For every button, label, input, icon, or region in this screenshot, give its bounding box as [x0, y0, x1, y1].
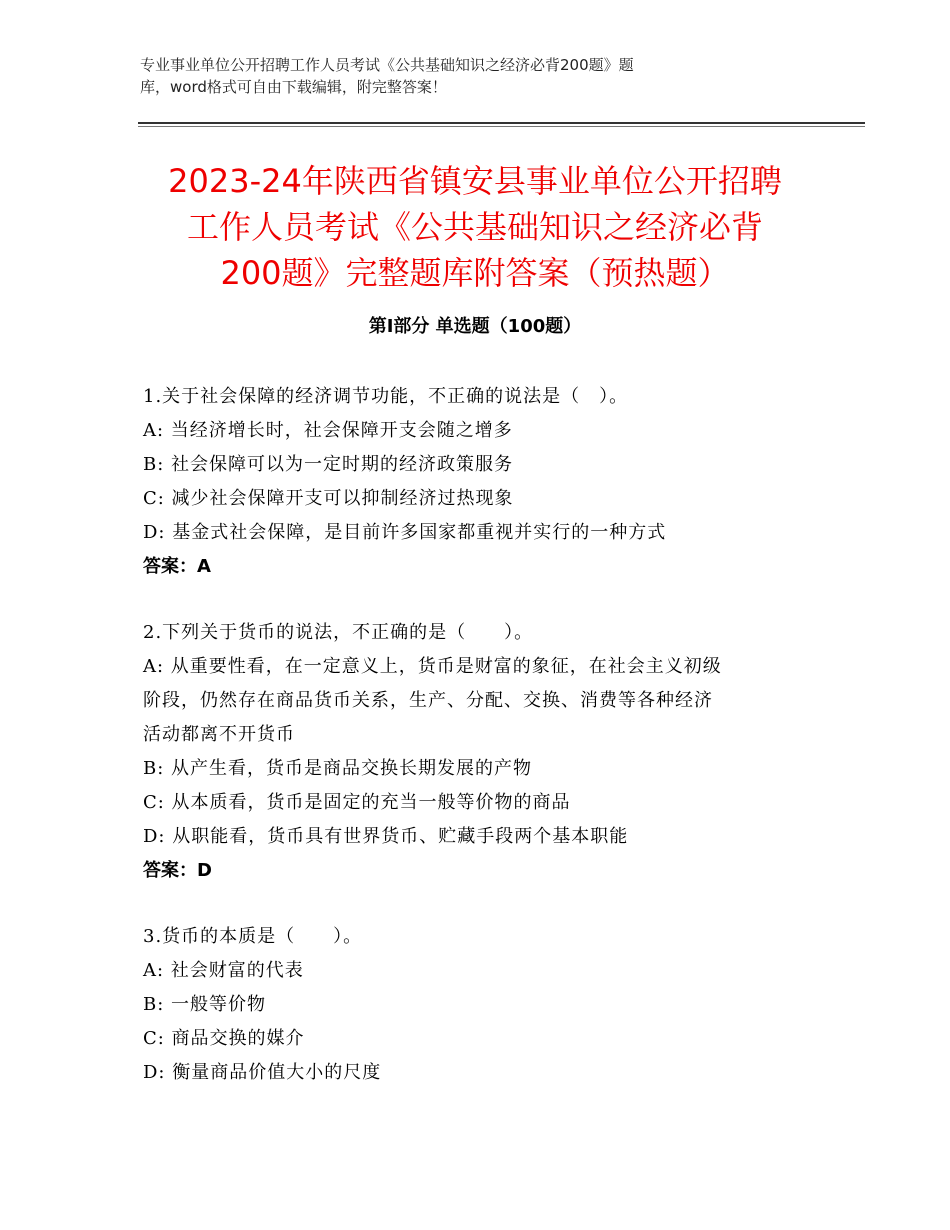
option-a: A: 当经济增长时，社会保障开支会随之增多: [143, 420, 513, 441]
option-a-continued: 活动都离不开货币: [143, 724, 295, 745]
section-title: 第Ⅰ部分 单选题（100题）: [368, 316, 582, 337]
option-b: B: 社会保障可以为一定时期的经济政策服务: [143, 454, 514, 475]
title-line-2: 工作人员考试《公共基础知识之经济必背: [186, 208, 763, 246]
question-3: [143, 920, 813, 1090]
title-line-3: 200题》完整题库附答案（预热题）: [220, 254, 730, 292]
question-stem: 2.下列关于货币的说法，不正确的是（ ）。: [143, 622, 534, 643]
option-c: C: 商品交换的媒介: [143, 1028, 305, 1049]
question-stem: 1.关于社会保障的经济调节功能，不正确的说法是（ ）。: [143, 386, 629, 407]
header-note-line-1: 专业事业单位公开招聘工作人员考试《公共基础知识之经济必背200题》题: [140, 56, 634, 74]
option-d: D: 从职能看，货币具有世界货币、贮藏手段两个基本职能: [143, 826, 629, 847]
option-a: A: 从重要性看，在一定意义上，货币是财富的象征，在社会主义初级: [143, 656, 722, 677]
document-title: [130, 158, 820, 296]
answer: 答案：A: [143, 556, 211, 577]
option-a-continued: 阶段，仍然存在商品货币关系，生产、分配、交换、消费等各种经济: [143, 690, 713, 711]
option-c: C: 从本质看，货币是固定的充当一般等价物的商品: [143, 792, 571, 813]
question-list: [143, 380, 813, 1122]
option-a: A: 社会财富的代表: [143, 960, 304, 981]
question-stem: 3.货币的本质是（ ）。: [143, 926, 363, 947]
option-d: D: 基金式社会保障，是目前许多国家都重视并实行的一种方式: [143, 522, 667, 543]
header-rule-thin: [138, 126, 865, 127]
question-1: [143, 380, 813, 584]
option-c: C: 减少社会保障开支可以抑制经济过热现象: [143, 488, 514, 509]
header-note: [140, 54, 780, 98]
option-b: B: 一般等价物: [143, 994, 267, 1015]
question-2: [143, 616, 813, 888]
header-rule-thick: [138, 122, 865, 124]
option-d: D: 衡量商品价值大小的尺度: [143, 1062, 382, 1083]
answer: 答案：D: [143, 860, 212, 881]
header-note-line-2: 库，word格式可自由下载编辑，附完整答案！: [140, 78, 447, 96]
option-b: B: 从产生看，货币是商品交换长期发展的产物: [143, 758, 533, 779]
title-line-1: 2023-24年陕西省镇安县事业单位公开招聘: [168, 162, 782, 200]
